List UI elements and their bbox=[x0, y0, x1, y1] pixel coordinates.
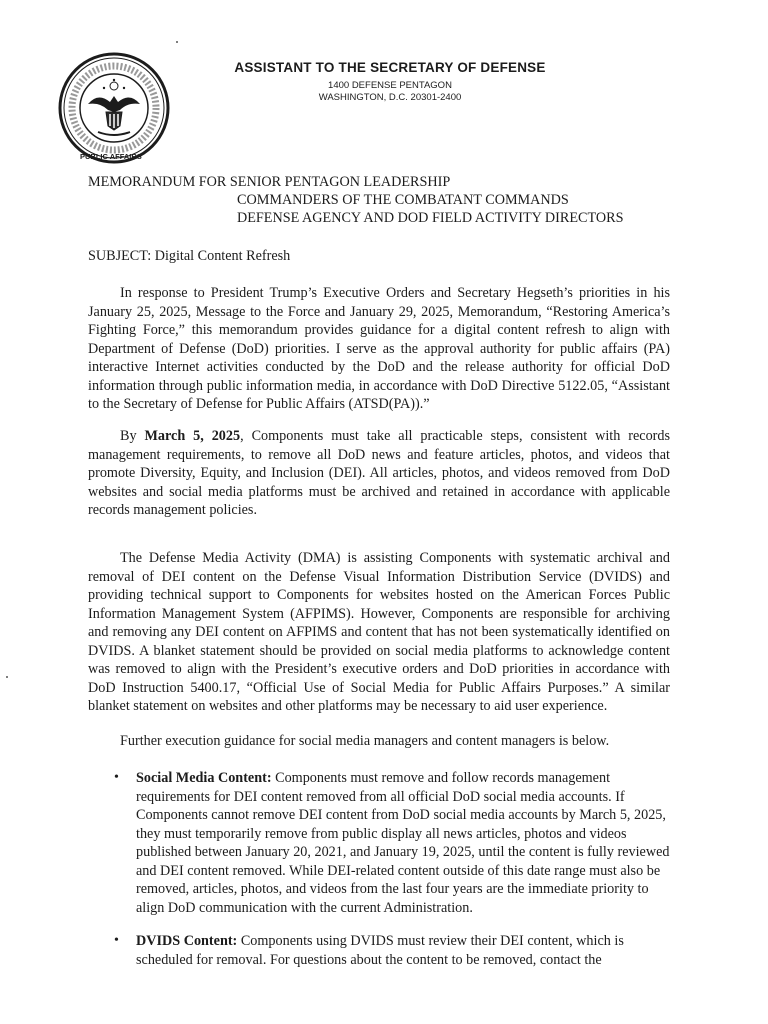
paragraph-dma: The Defense Media Activity (DMA) is assisting Components with systematic archival and removal of DEI content on the Defense Visual Information Distribution Service (DVIDS) and providing technical support to Components for websites hosted on the American Forces Public Information Management System (AFPIMS). However, Components are responsible for archiving and removing any DEI content on AFPIMS and content that has not been systematically identified on DVIDS. A blanket statement should be provided on social media platforms to acknowledge content was removed to align with the President’s executive orders and DoD priorities in accordance with DoD Instruction 5400.17, “Official Use of Social Media for Public Affairs Purposes.” A similar blanket statement on websites and other platforms may be necessary to aid user experience. bbox=[88, 550, 670, 714]
paragraph-deadline bbox=[88, 427, 670, 520]
memo-heading: MEMORANDUM FOR SENIOR PENTAGON LEADERSHIP bbox=[88, 174, 451, 190]
bullet-title: Social Media Content: bbox=[136, 770, 272, 786]
deadline-date: March 5, 2025 bbox=[144, 428, 241, 444]
address-line-1: 1400 DEFENSE PENTAGON bbox=[328, 80, 452, 91]
scan-speck bbox=[176, 41, 178, 43]
scan-speck bbox=[6, 676, 8, 678]
paragraph-further-guidance: Further execution guidance for social media managers and content managers is below. bbox=[120, 733, 610, 749]
paragraph-intro: In response to President Trump’s Executive Orders and Secretary Hegseth’s priorities in his January 25, 2025, Message to the Force and January 29, 2025, Memorandum, “Restoring America’s Fighting Force,” this memorandum provides guidance for a digital content refresh to align with Department of Defense (DoD) priorities. I serve as the approval authority for public affairs (PA) interactive Internet activities conducted by the DoD and the release authority for official DoD information through public information media, in accordance with DoD Directive 5122.05, “Assistant to the Secretary of Defense for Public Affairs (ATSD(PA)).” bbox=[88, 285, 670, 412]
bullet-title: DVIDS Content: bbox=[136, 933, 238, 949]
bullet-text: Components must remove and follow records management requirements for DEI content removed from all official DoD social media accounts. If Components cannot remove DEI content from DoD social media accounts by March 5, 2025, they must temporarily remove from public display all news articles, photos and videos published between January 20, 2021, and January 19, 2025, until the content is fully reviewed and DEI content removed. While DEI-related content outside of this date range must also be removed, articles, photos, and videos from the last four years are the immediate priority to align DoD communication with the current Administration. bbox=[136, 770, 670, 916]
memo-recipient: DEFENSE AGENCY AND DOD FIELD ACTIVITY DIRECTORS bbox=[237, 210, 624, 226]
dod-seal-icon bbox=[58, 52, 170, 164]
bullet-text: Components using DVIDS must review their DEI content, which is scheduled for removal. For questions about the content to be removed, contact the bbox=[136, 933, 624, 968]
bullet-social-media bbox=[114, 769, 670, 917]
seal-graphic bbox=[58, 52, 170, 164]
memo-subject: SUBJECT: Digital Content Refresh bbox=[88, 248, 291, 264]
paragraph-deadline-prefix: By bbox=[120, 428, 145, 444]
memo-recipient: COMMANDERS OF THE COMBATANT COMMANDS bbox=[237, 192, 569, 208]
bullet-marker: • bbox=[114, 770, 119, 785]
address-line-2: WASHINGTON, D.C. 20301-2400 bbox=[318, 92, 462, 103]
office-name: PUBLIC AFFAIRS bbox=[80, 152, 142, 161]
letterhead-title: ASSISTANT TO THE SECRETARY OF DEFENSE bbox=[234, 60, 546, 75]
bullet-dvids bbox=[114, 932, 670, 969]
paragraph-deadline-text: , Components must take all practicable steps, consistent with records management requirements, to remove all DoD news and feature articles, photos, and videos that promote Diversity, Equity, and Inclusion (DEI). All articles, photos, and videos removed from DoD websites and social media platforms must be archived and retained in accordance with applicable records management policies. bbox=[88, 428, 671, 518]
bullet-marker: • bbox=[114, 933, 119, 948]
